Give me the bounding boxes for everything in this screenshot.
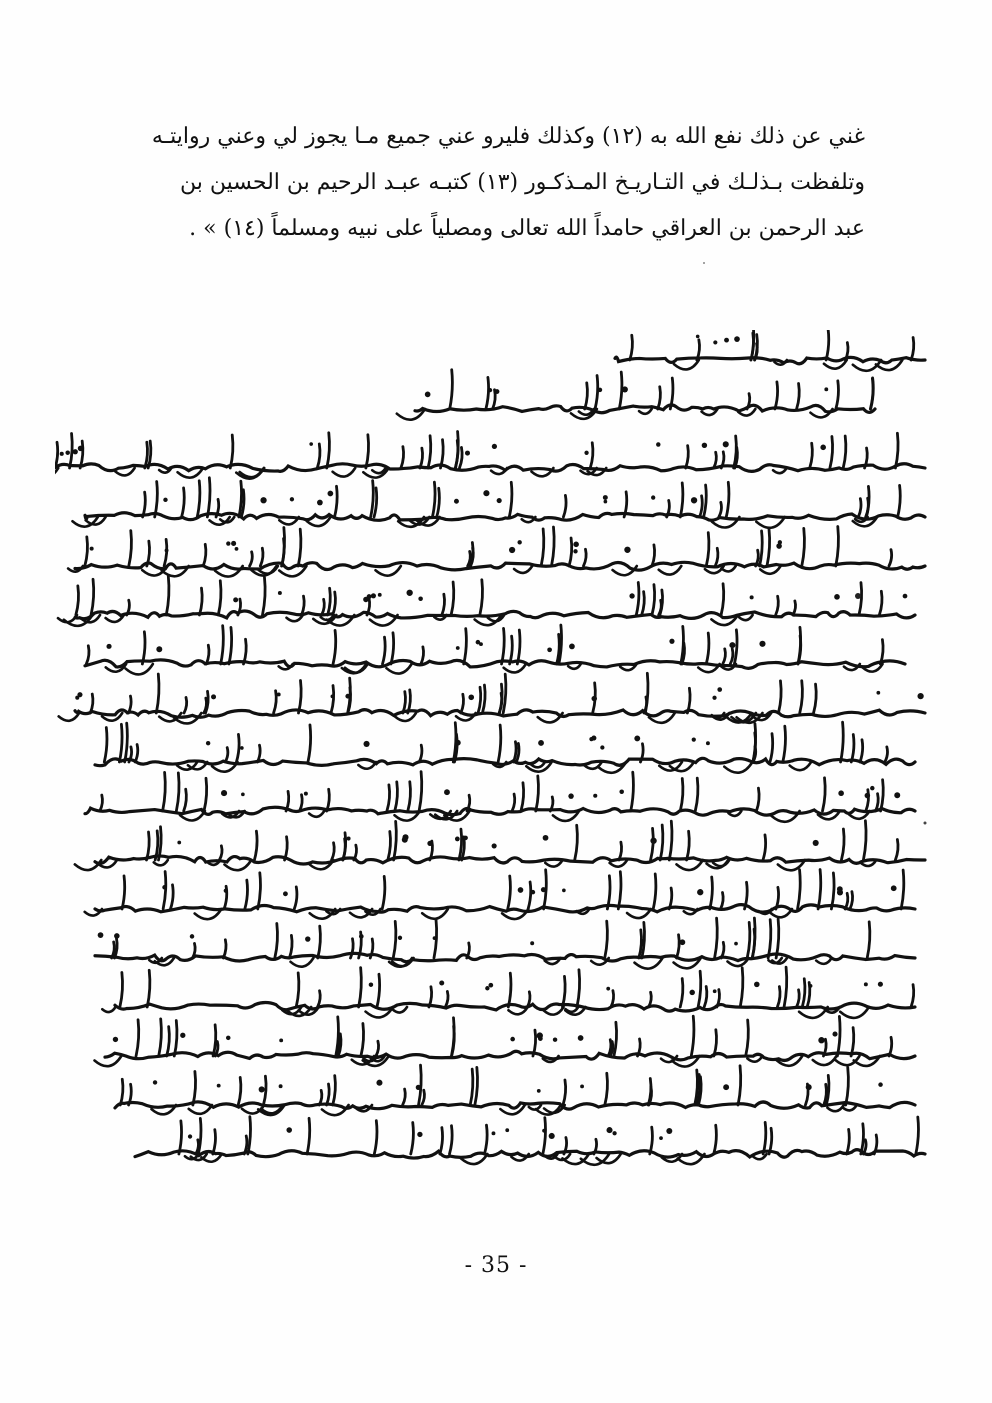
manuscript-line <box>72 478 925 528</box>
manuscript-line <box>75 821 925 871</box>
manuscript-scribble-icon <box>55 330 935 1210</box>
manuscript-line <box>58 576 915 626</box>
manuscript-line <box>95 918 915 969</box>
manuscript-line <box>95 722 915 773</box>
manuscript-line <box>68 526 925 576</box>
page-number: - 35 - <box>464 1253 528 1278</box>
manuscript-line <box>85 625 905 674</box>
printed-line-1: غني عن ذلك نفع الله به (١٢) وكذلك فليرو عني جميع مـا يجوز لي وعني روايتـه <box>151 124 865 149</box>
manuscript-line <box>95 1016 915 1066</box>
manuscript-line <box>102 967 915 1018</box>
manuscript-line <box>615 330 925 371</box>
manuscript-line <box>85 870 915 920</box>
manuscript-line <box>115 1065 915 1115</box>
manuscript-line <box>85 772 915 822</box>
manuscript-line <box>59 673 925 723</box>
printed-line-3: عبد الرحمن بن العراقي حامداً الله تعالى ومصلياً على نبيه ومسلماً (١٤) » . <box>189 216 865 241</box>
handwritten-manuscript-image <box>55 330 935 1210</box>
manuscript-line <box>135 1117 925 1165</box>
printed-text-block <box>150 114 865 252</box>
printed-line-2: وتلفظت بـذلـك في التـاريـخ المـذكـور (١٣) كتبـه عبـد الرحيم بن الحسين بن <box>180 170 865 195</box>
manuscript-line <box>55 431 925 478</box>
manuscript-line <box>397 370 875 420</box>
